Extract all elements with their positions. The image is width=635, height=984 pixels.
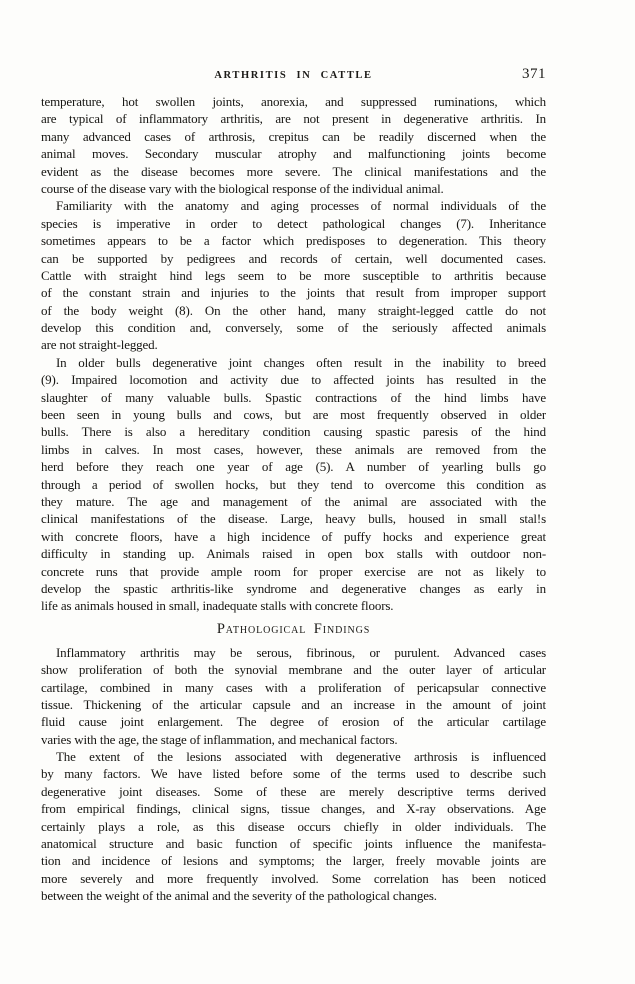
text-line: The extent of the lesions associated with degenerative arthrosis is influenced <box>56 749 546 765</box>
text-line: In older bulls degenerative joint changes often result in the inability to breed <box>56 354 546 370</box>
section-heading: Pathological Findings <box>216 620 371 637</box>
text-line: anatomical structure and basic function of specific joints influence the manifesta- <box>41 836 546 852</box>
text-line: are typical of inflammatory arthritis, are not present in degenerative arthritis. In <box>41 111 546 127</box>
page-body <box>41 93 546 905</box>
text-line: develop this condition and, conversely, some of the seriously affected animals <box>41 320 546 336</box>
text-line: bulls. There is also a hereditary condition causing spastic paresis of the hind <box>41 424 546 440</box>
text-line: difficulty in standing up. Animals raised in open box stalls with outdoor non- <box>41 546 546 562</box>
text-line: species is imperative in order to detect pathological changes (7). Inheritance <box>41 215 546 231</box>
text-line: clinical manifestations of the disease. Large, heavy bulls, housed in small stal!s <box>41 511 546 527</box>
text-line: varies with the age, the stage of inflammation, and mechanical factors. <box>41 731 398 747</box>
text-line: herd before they reach one year of age (5). A number of yearling bulls go <box>41 459 546 475</box>
text-line: many advanced cases of arthrosis, crepitus can be readily discerned when the <box>41 128 546 144</box>
text-line: been seen in young bulls and cows, but are most frequently observed in older <box>41 407 546 423</box>
paragraph <box>41 93 546 197</box>
text-line: show proliferation of both the synovial membrane and the outer layer of articular <box>41 662 546 678</box>
text-line: concrete runs that provide ample room for proper exercise are not as likely to <box>41 563 546 579</box>
text-line: can be supported by pedigrees and records of certain, well documented cases. <box>41 250 546 266</box>
text-line: sometimes appears to be a factor which predisposes to degeneration. This theory <box>41 233 546 249</box>
text-line: more severely and more frequently involved. Some correlation has been noticed <box>41 870 546 886</box>
text-line: tion and incidence of lesions and symptoms; the larger, freely movable joints are <box>41 853 546 869</box>
text-line: Familiarity with the anatomy and aging processes of normal individuals of the <box>56 198 546 214</box>
text-line: develop the spastic arthritis-like syndrome and degenerative changes as early in <box>41 580 546 596</box>
page-header <box>41 66 546 84</box>
paragraph <box>41 197 546 354</box>
text-line: Inflammatory arthritis may be serous, fibrinous, or purulent. Advanced cases <box>56 644 546 660</box>
text-line: animal moves. Secondary muscular atrophy and malfunctioning joints become <box>41 146 546 162</box>
text-line: evident as the disease becomes more severe. The clinical manifestations and the <box>41 163 546 179</box>
text-line: through a period of swollen hocks, but they tend to overcome this condition as <box>41 476 546 492</box>
text-line: they mature. The age and management of the animal are associated with the <box>41 493 546 509</box>
text-line: from empirical findings, clinical signs, tissue changes, and X-ray observations. Age <box>41 801 546 817</box>
text-line: course of the disease vary with the biological response of the individual animal. <box>41 180 444 196</box>
paragraph <box>41 748 546 905</box>
running-head: ARTHRITIS IN CATTLE <box>214 70 373 81</box>
text-line: with concrete floors, have a high incidence of puffy hocks and experience great <box>41 528 546 544</box>
text-line: Cattle with straight hind legs seem to be more susceptible to arthritis because <box>41 267 546 283</box>
text-line: of the body weight (8). On the other hand, many straight-legged cattle do not <box>41 302 546 318</box>
text-line: fluid cause joint enlargement. The degree of erosion of the articular cartilage <box>41 714 546 730</box>
text-column <box>41 66 546 905</box>
text-line: temperature, hot swollen joints, anorexia, and suppressed ruminations, which <box>41 94 546 109</box>
page-number: 371 <box>522 66 546 82</box>
text-line: certainly plays a role, as this disease occurs chiefly in older individuals. The <box>41 818 546 834</box>
text-line: are not straight-legged. <box>41 337 158 353</box>
paragraph <box>41 354 546 615</box>
text-line: degenerative joint diseases. Some of these are merely descriptive terms derived <box>41 783 546 799</box>
text-line: tissue. Thickening of the articular capsule and an increase in the amount of joint <box>41 696 546 712</box>
text-line: by many factors. We have listed before some of the terms used to describe such <box>41 766 546 782</box>
text-line: (9). Impaired locomotion and activity due to affected joints has resulted in the <box>41 372 546 388</box>
text-line: life as animals housed in small, inadequate stalls with concrete floors. <box>41 598 394 614</box>
text-line: limbs in calves. In most cases, however, these animals are removed from the <box>41 441 546 457</box>
paragraph <box>41 644 546 748</box>
text-line: slaughter of many valuable bulls. Spastic contractions of the hind limbs have <box>41 389 546 405</box>
text-line: of the constant strain and injuries to the joints that result from improper support <box>41 285 546 301</box>
text-line: between the weight of the animal and the severity of the pathological changes. <box>41 888 437 904</box>
text-line: cartilage, combined in many cases with a proliferation of pericapsular connective <box>41 679 546 695</box>
